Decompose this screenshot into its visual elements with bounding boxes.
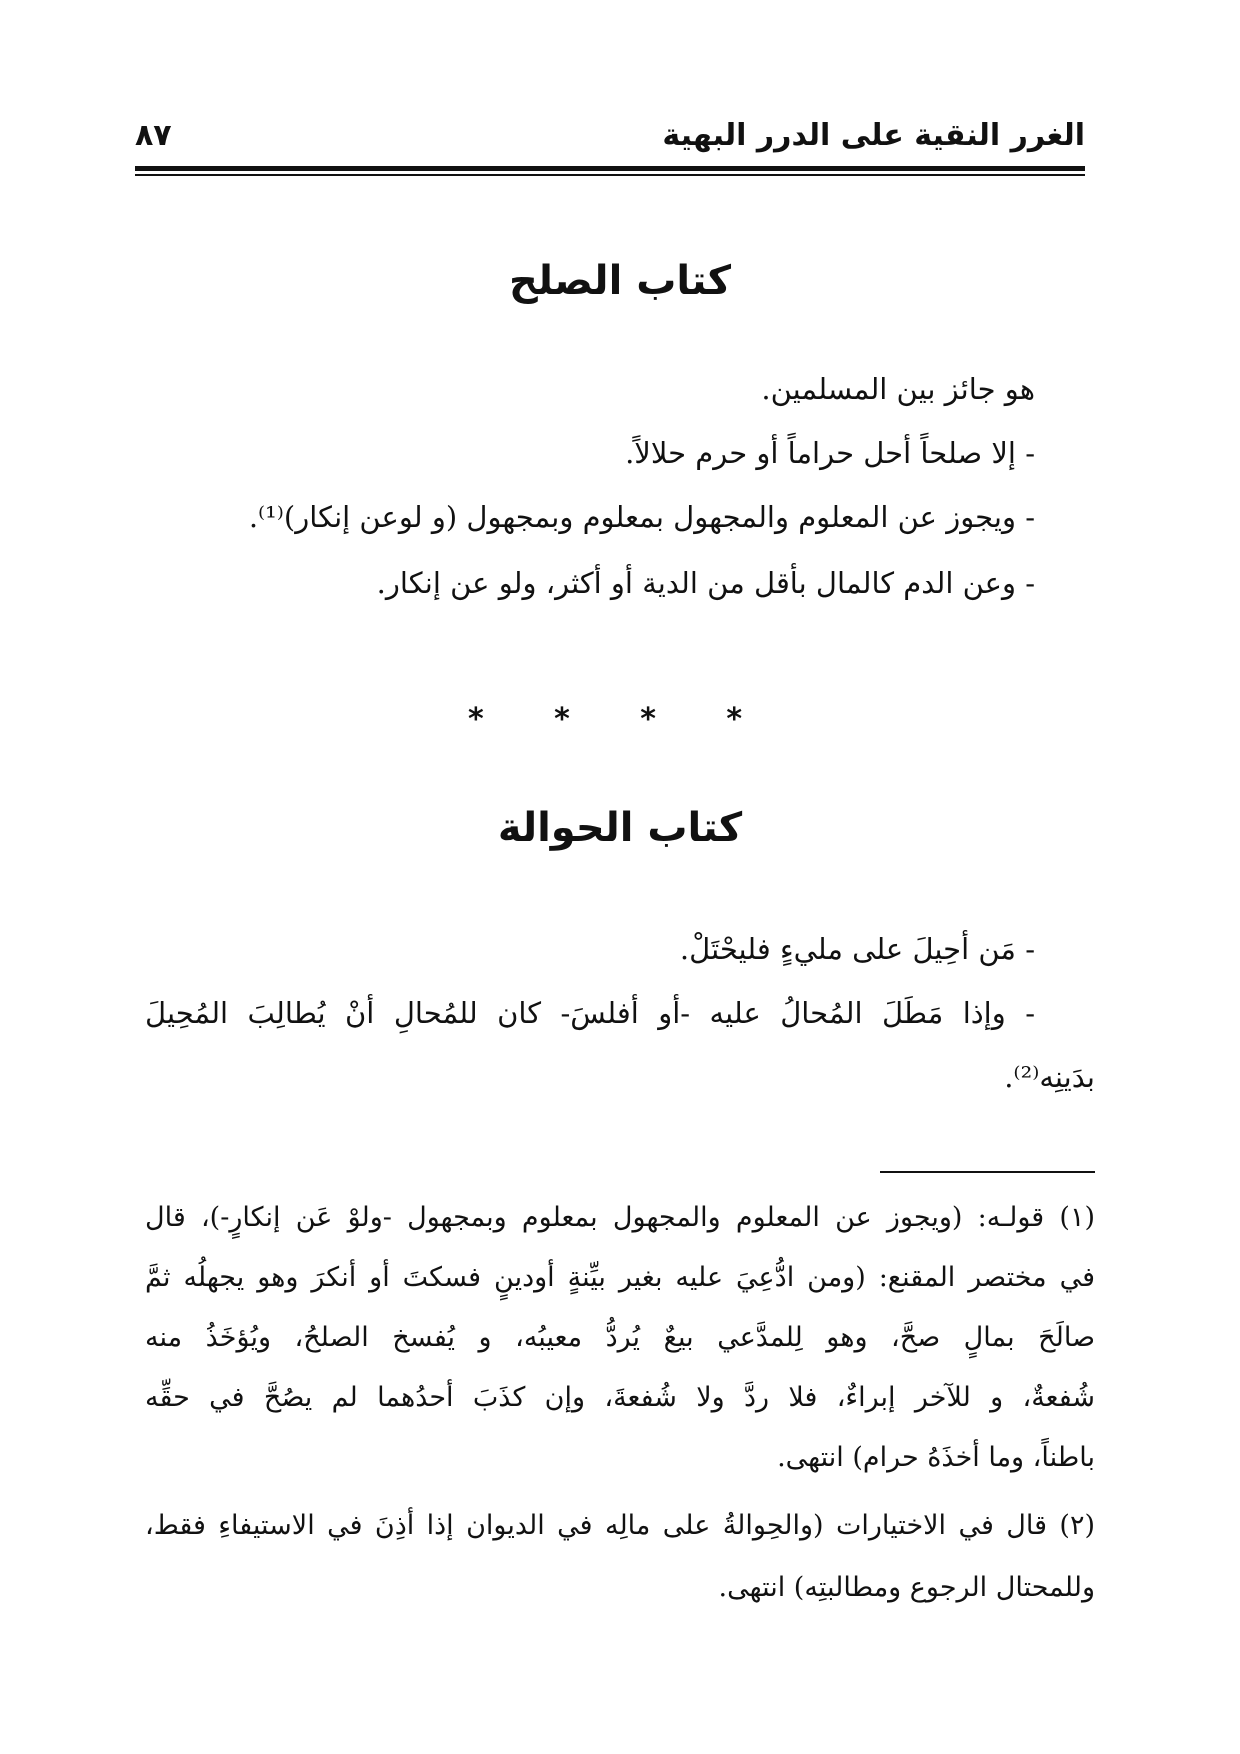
- hawala-title: كتاب الحوالة: [497, 805, 743, 851]
- sulh-line-2: - إلا صلحاً أحل حراماً أو حرم حلالاً.: [625, 436, 1035, 470]
- section-separator-stars: * * * *: [467, 702, 773, 737]
- sulh-line-4: - وعن الدم كالمال بأقل من الدية أو أكثر، ولو عن إنكار.: [376, 566, 1035, 600]
- header-rule-thin: [135, 174, 1085, 176]
- footnote-2-line-1: (٢) قال في الاختيارات (والحِوالةُ على مالِه في الديوان إذا أذِنَ في الاستيفاءِ فقط،: [145, 1510, 1095, 1541]
- running-title: الغرر النقية على الدرر البهية: [662, 118, 1085, 153]
- page-number: ٨٧: [135, 118, 172, 153]
- hawala-line-1: - مَن أحِيلَ على مليءٍ فليحْتَلْ.: [679, 932, 1035, 966]
- header-rule: [135, 166, 1085, 171]
- footnote-1-line-3: صالَحَ بمالٍ صحَّ، وهو لِلمدَّعي بيعٌ يُردُّ معيبُه، و يُفسخ الصلحُ، ويُؤخَذُ منه: [145, 1322, 1095, 1353]
- footnote-1-line-2: في مختصر المقنع: (ومن ادُّعِيَ عليه بغير بيِّنةٍ أودينٍ فسكتَ أو أنكرَ وهو يجهلُه ثمَّ: [145, 1262, 1095, 1293]
- sulh-line-3: - ويجوز عن المعلوم والمجهول بمعلوم وبمجهول (و لوعن إنكار)⁽¹⁾.: [248, 500, 1035, 534]
- sulh-title: كتاب الصلح: [508, 258, 732, 304]
- sulh-line-1: هو جائز بين المسلمين.: [761, 372, 1035, 406]
- hawala-line-2: - وإذا مَطَلَ المُحالُ عليه -أو أفلسَ- كان للمُحالِ أنْ يُطالِبَ المُحِيلَ: [145, 996, 1035, 1030]
- footnote-1-line-5: باطناً، وما أخذَهُ حرام) انتهى.: [777, 1442, 1095, 1473]
- footnote-1-line-1: (١) قولـه: (ويجوز عن المعلوم والمجهول بمعلوم وبمجهول -ولوْ عَن إنكارٍ-)، قال: [145, 1202, 1095, 1233]
- footnote-separator: [880, 1171, 1095, 1173]
- footnote-2-line-2: وللمحتال الرجوع ومطالبتِه) انتهى.: [718, 1572, 1095, 1603]
- hawala-line-3: بدَينِه⁽²⁾.: [1004, 1060, 1095, 1094]
- footnote-1-line-4: شُفعةٌ، و للآخر إبراءٌ، فلا ردَّ ولا شُفعةَ، وإن كذَبَ أحدُهما لم يصُحَّ في حقِّه: [145, 1382, 1095, 1413]
